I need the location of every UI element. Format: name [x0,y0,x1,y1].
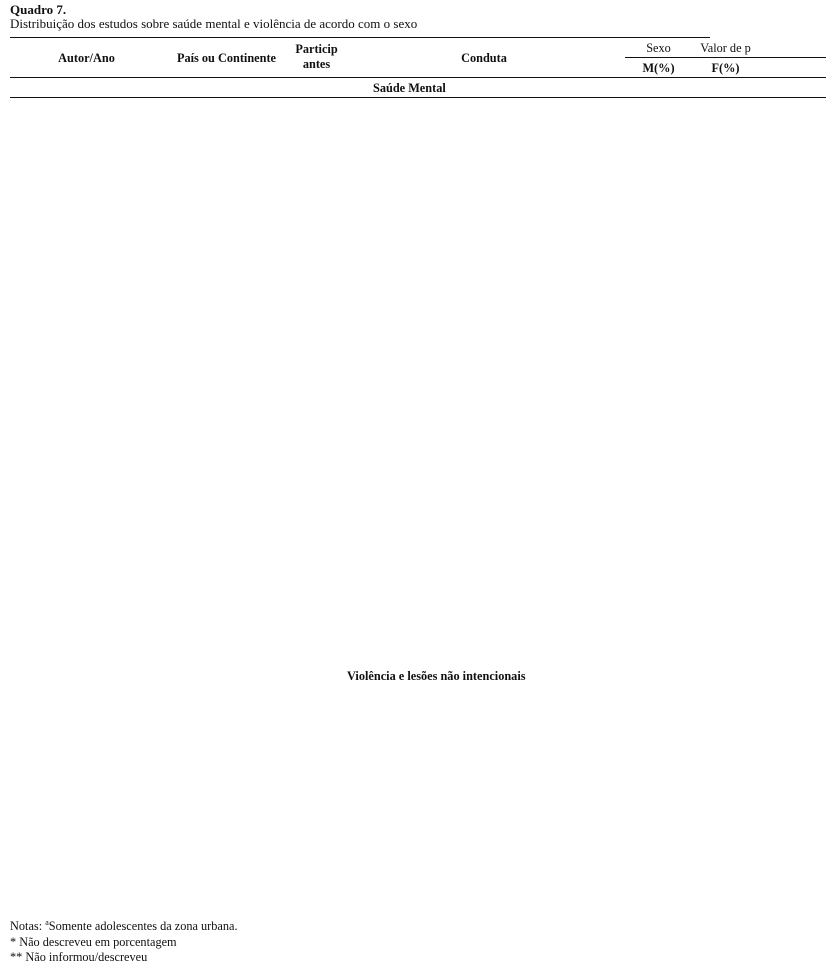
header-autor: Autor/Ano [58,50,115,65]
note-a: Notas: $^a$Somente adolescentes da zona urbana. [10,918,238,933]
header-particip-line1: Particip [295,42,338,56]
header-f: F(%) [711,60,740,75]
section-saude-mental: Saúde Mental [373,80,446,95]
header-m: M(%) [642,60,675,75]
header-conduta: Conduta [461,50,507,65]
header-sexo: Sexo [646,41,671,55]
header-particip-line2: antes [302,57,331,71]
header-pais: País ou Continente [176,50,277,65]
study-author [14,97,164,116]
note-star: * Não descreveu em porcentagem [10,935,177,949]
header-valor-p: Valor de p [700,41,751,55]
table-caption: Distribuição dos estudos sobre saúde mental e violência de acordo com o sexo [10,16,418,31]
note-double-star: ** Não informou/descreveu [10,950,148,964]
section-violencia: Violência e lesões não intencionais [347,669,526,683]
table-caption-number: Quadro 7. [10,2,67,17]
